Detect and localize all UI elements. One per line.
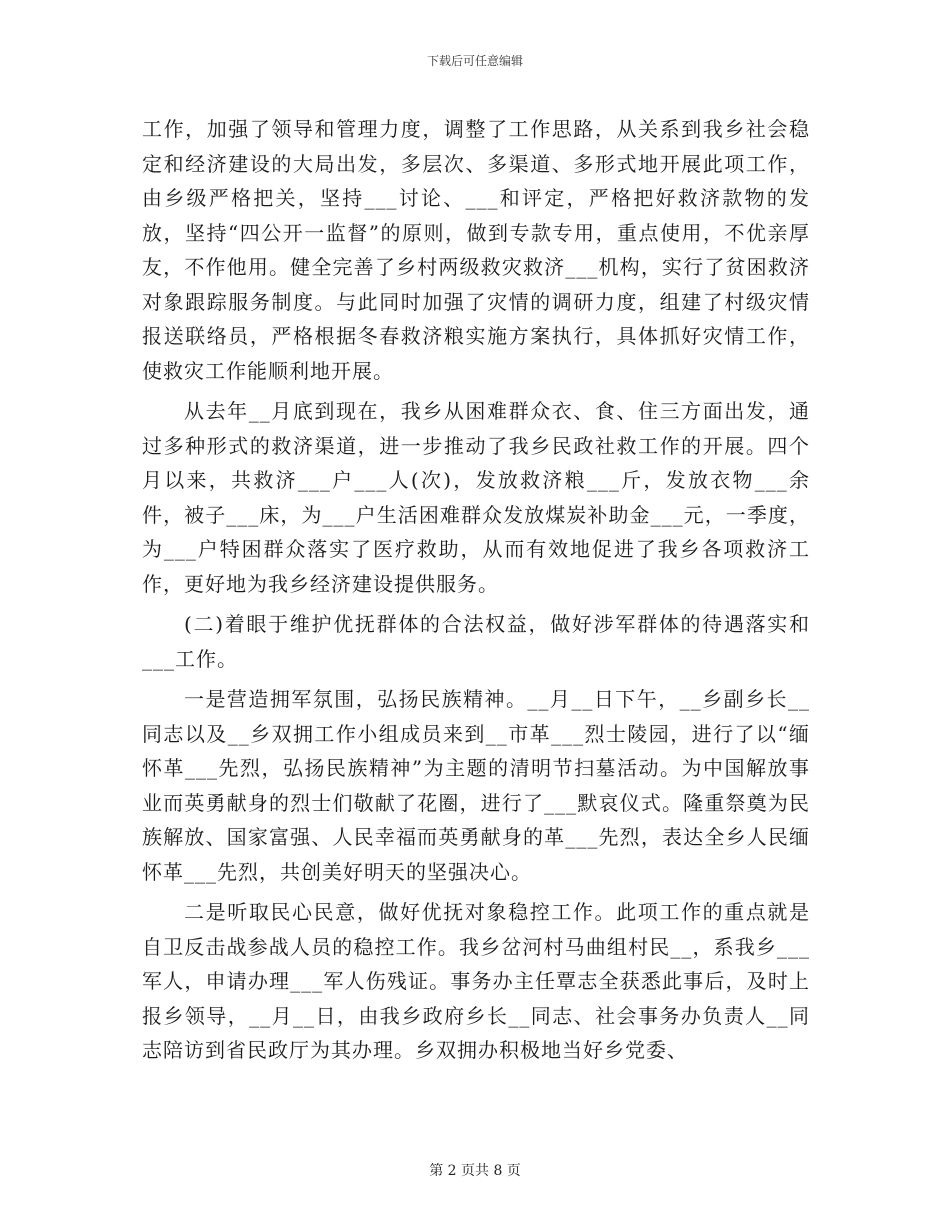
page-number-footer: 第 2 页共 8 页 — [429, 1163, 521, 1179]
paragraph-5: 二是听取民心民意，做好优抚对象稳控工作。此项工作的重点就是自卫反击战参战人员的稳控工作。我乡岔河村马曲组村民__，系我乡___军人，申请办理___军人伤残证。事务办主任覃志全获悉此事后，及时上报乡领导，__月__日，由我乡政府乡长__同志、社会事务办负责人__同志陪访到省民政厅为其办理。乡双拥办积极地当好乡党委、 — [142, 900, 810, 1062]
paragraph-3: (二)着眼于维护优抚群体的合法权益，做好涉军群体的待遇落实和___工作。 — [142, 612, 810, 671]
paragraph-4: 一是营造拥军氛围，弘扬民族精神。__月__日下午，__乡副乡长__同志以及__乡双拥工作小组成员来到__市革___烈士陵园，进行了以“缅怀革___先烈，弘扬民族精神”为主题的清明节扫墓活动。为中国解放事业而英勇献身的烈士们敬献了花圈，进行了___默哀仪式。隆重祭奠为民族解放、国家富强、人民幸福而英勇献身的革___先烈，表达全乡人民缅怀革___先烈，共创美好明天的坚强决心。 — [142, 687, 810, 884]
page-header-note: 下载后可任意编辑 — [426, 54, 523, 68]
paragraph-1: 工作，加强了领导和管理力度，调整了工作思路，从关系到我乡社会稳定和经济建设的大局出发，多层次、多渠道、多形式地开展此项工作，由乡级严格把关，坚持___讨论、___和评定，严格把好救济款物的发放，坚持“四公开一监督”的原则，做到专款专用，重点使用，不优亲厚友，不作他用。健全完善了乡村两级救灾救济___机构，实行了贫困救济对象跟踪服务制度。与此同时加强了灾情的调研力度，组建了村级灾情报送联络员，严格根据冬春救济粮实施方案执行，具体抓好灾情工作，使救灾工作能顺利地开展。 — [142, 117, 810, 383]
paragraph-2: 从去年__月底到现在，我乡从困难群众衣、食、住三方面出发，通过多种形式的救济渠道，进一步推动了我乡民政社救工作的开展。四个月以来，共救济___户___人(次)，发放救济粮___斤，发放衣物___余件，被子___床，为___户生活困难群众发放煤炭补助金___元，一季度，为___户特困群众落实了医疗救助，从而有效地促进了我乡各项救济工作，更好地为我乡经济建设提供服务。 — [142, 399, 810, 596]
document-body — [142, 112, 810, 1068]
